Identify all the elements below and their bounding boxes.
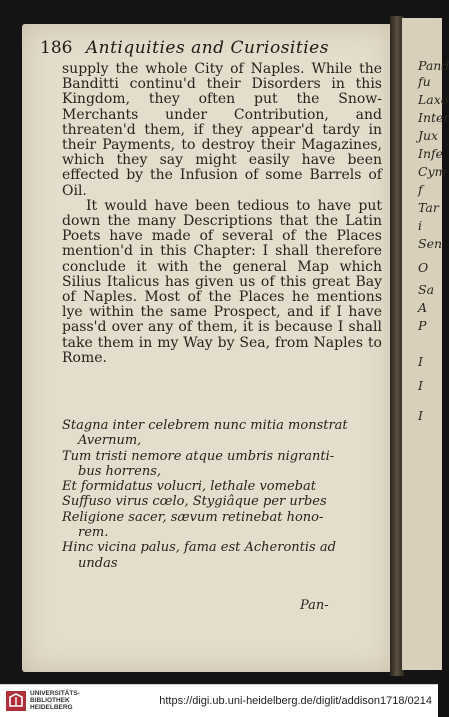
library-logo-icon (6, 691, 26, 711)
footer-bar (0, 684, 438, 717)
facing-fragment: Jux (418, 128, 439, 143)
page-header (40, 38, 329, 58)
paragraph-2: It would have been tedious to have put down the many Descriptions that the Latin Poets have made of several of the Places mention'd in this Chapter: I shall therefore conclude it with the general Map which Silius Italicus has given us of this great Bay of Naples. Most of the Places he mentions lye within the same Prospect, and if I have pass'd over any of them, it is because I shall take them in my Way by Sea, from Naples to Rome. (62, 197, 382, 366)
permalink-url[interactable]: https://digi.ub.uni-heidelberg.de/diglit/addison1718/0214 (159, 695, 432, 707)
verse-line: rem. (78, 525, 109, 541)
facing-fragment: A (418, 300, 428, 315)
verse-line: Et formidatus volucri, lethale vomebat (62, 479, 316, 495)
library-name: UNIVERSITÄTS- BIBLIOTHEK HEIDELBERG (30, 690, 80, 711)
catchword: Pan- (300, 598, 329, 613)
facing-fragment: Tar (418, 200, 439, 215)
facing-fragment: Pand (418, 58, 449, 73)
facing-page-edge (402, 18, 449, 670)
facing-fragment: i (418, 218, 422, 233)
facing-fragment: O (418, 260, 429, 275)
facing-fragment: Inter (418, 110, 449, 125)
latin-verse (62, 418, 362, 571)
facing-fragment: I (418, 408, 423, 423)
running-title: Antiquities and Curiosities (85, 38, 329, 58)
facing-fragment: I (418, 354, 423, 369)
facing-fragment: f (418, 182, 423, 197)
verse-line: Hinc vicina palus, fama est Acherontis ad (62, 540, 336, 556)
facing-fragment: Sen (418, 236, 443, 251)
verse-line: bus horrens, (78, 463, 161, 479)
facing-fragment: fu (418, 74, 431, 89)
body-text (62, 62, 382, 366)
paragraph-1: supply the whole City of Naples. While the Banditti continu'd their Disorders in this Kingdom, they often put the Snow-Merchants under Contribution, and threaten'd them, if they appear'd tardy in their Payments, to destroy their Magazines, which they say might easily have been effected by the Infusion of some Barrels of Oil. (62, 61, 382, 199)
verse-line: Avernum, (78, 433, 142, 449)
verse-line: undas (78, 555, 118, 571)
facing-fragment: I (418, 378, 423, 393)
verse-line: Religione sacer, sævum retinebat hono- (62, 509, 324, 525)
facing-fragment: P (418, 318, 427, 333)
facing-fragment: Sa (418, 282, 435, 297)
verse-line: Stagna inter celebrem nunc mitia monstrat (62, 418, 348, 433)
verse-line: Tum tristi nemore atque umbris nigranti- (62, 448, 335, 464)
verse-line: Suffuso virus cœlo, Stygiâque per urbes (62, 494, 327, 510)
facing-fragment: Infe (418, 146, 444, 161)
page-number: 186 (40, 38, 73, 58)
facing-fragment: Laxo (418, 92, 449, 107)
facing-fragment: Cym (418, 164, 447, 179)
